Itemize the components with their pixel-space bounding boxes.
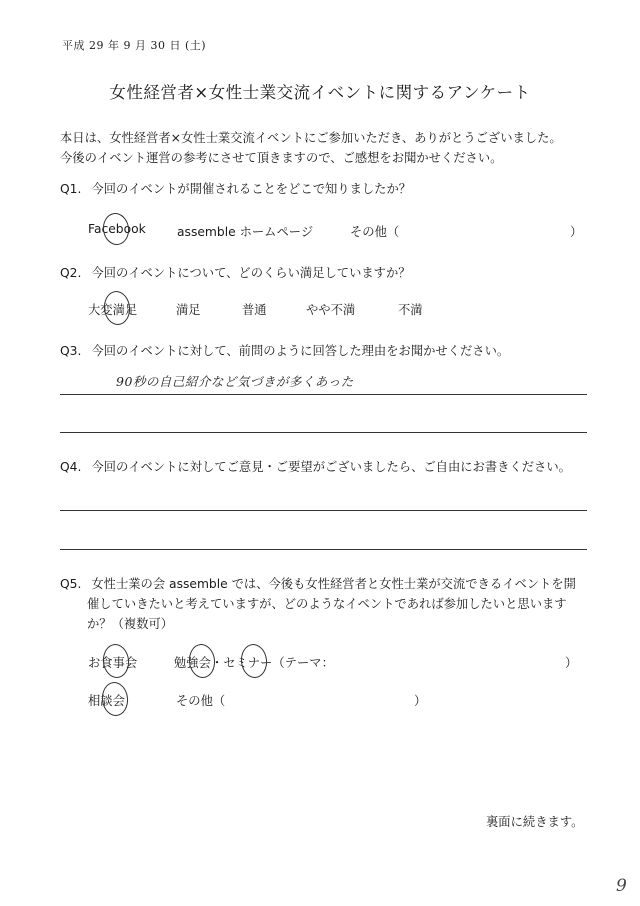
q5-option-seminar[interactable]: 勉強会・セミナー（テーマ： (174, 656, 334, 670)
q1-option-other[interactable]: その他（ (350, 225, 400, 239)
survey-title: 女性経営者×女性士業交流イベントに関するアンケート (109, 83, 531, 102)
q3-label: Q3. (60, 344, 82, 358)
q2-selection-circle (102, 290, 131, 327)
intro-line-2: 今後のイベント運営の参考にさせて頂きますので、ご感想をお聞かせください。 (60, 151, 503, 165)
continued-on-back-note: 裏面に続きます。 (486, 815, 584, 829)
q5-option-dinner[interactable]: お食事会 (88, 656, 138, 670)
q3-handwritten-answer: 90秒の自己紹介など気づきが多くあった (116, 374, 354, 389)
q5-option-consultation[interactable]: 相談会 (88, 694, 125, 708)
q3-text: 今回のイベントに対して、前問のように回答した理由をお聞かせください。 (91, 344, 510, 358)
q4-answer-line-2[interactable] (60, 549, 587, 550)
q5-text-line-2: 催していきたいと考えていますが、どのようなイベントであれば参加したいと思います (87, 597, 567, 611)
q2-option-satisfied[interactable]: 満足 (176, 303, 201, 317)
q2-option-dissatisfied[interactable]: 不満 (398, 303, 423, 317)
q5-label: Q5. (60, 577, 82, 591)
q3-question (60, 341, 509, 361)
q5-option-other[interactable]: その他（ (176, 694, 226, 708)
q5-seminar-selection-circle-1 (187, 643, 216, 680)
intro-line-1: 本日は、女性経営者×女性士業交流イベントにご参加いただき、ありがとうございました。 (60, 131, 562, 145)
q4-label: Q4. (60, 460, 82, 474)
q2-text: 今回のイベントについて、どのくらい満足していますか？ (91, 266, 411, 280)
q1-text: 今回のイベントが開催されることをどこで知りましたか？ (91, 182, 412, 196)
q5-seminar-selection-circle-2 (239, 643, 268, 680)
page-number: 9 (616, 876, 627, 896)
q5-text-line-1: 女性士業の会 assemble では、今後も女性経営者と女性士業が交流できるイベントを開 (91, 577, 576, 591)
q1-question (60, 179, 411, 199)
q3-answer-line-2[interactable] (60, 432, 587, 433)
q1-label: Q1. (60, 182, 82, 196)
q5-option-other-close: ） (414, 694, 427, 708)
q3-answer-line-1[interactable] (60, 394, 587, 395)
q2-label: Q2. (60, 266, 82, 280)
q4-question (60, 457, 571, 477)
q2-question (60, 263, 411, 283)
q1-option-facebook[interactable]: Facebook (88, 222, 146, 236)
q4-text: 今回のイベントに対してご意見・ご要望がございましたら、ご自由にお書きください。 (91, 460, 571, 474)
q5-dinner-selection-circle (101, 643, 130, 680)
q2-option-somewhat-dissatisfied[interactable]: やや不満 (306, 303, 356, 317)
q2-option-neutral[interactable]: 普通 (242, 303, 267, 317)
q5-text-line-3: か？（複数可） (87, 617, 174, 631)
survey-intro (60, 128, 600, 168)
q1-selection-circle (101, 211, 131, 246)
q5-question (60, 574, 600, 634)
survey-date: 平成 29 年 9 月 30 日 (土) (62, 39, 207, 52)
q1-option-homepage[interactable]: assemble ホームページ (177, 225, 314, 239)
q1-option-other-close: ） (570, 225, 583, 239)
q5-option-seminar-close: ） (565, 656, 578, 670)
q4-answer-line-1[interactable] (60, 510, 587, 511)
q2-option-very-satisfied[interactable]: 大変満足 (88, 303, 138, 317)
q5-consultation-selection-circle (100, 681, 129, 718)
